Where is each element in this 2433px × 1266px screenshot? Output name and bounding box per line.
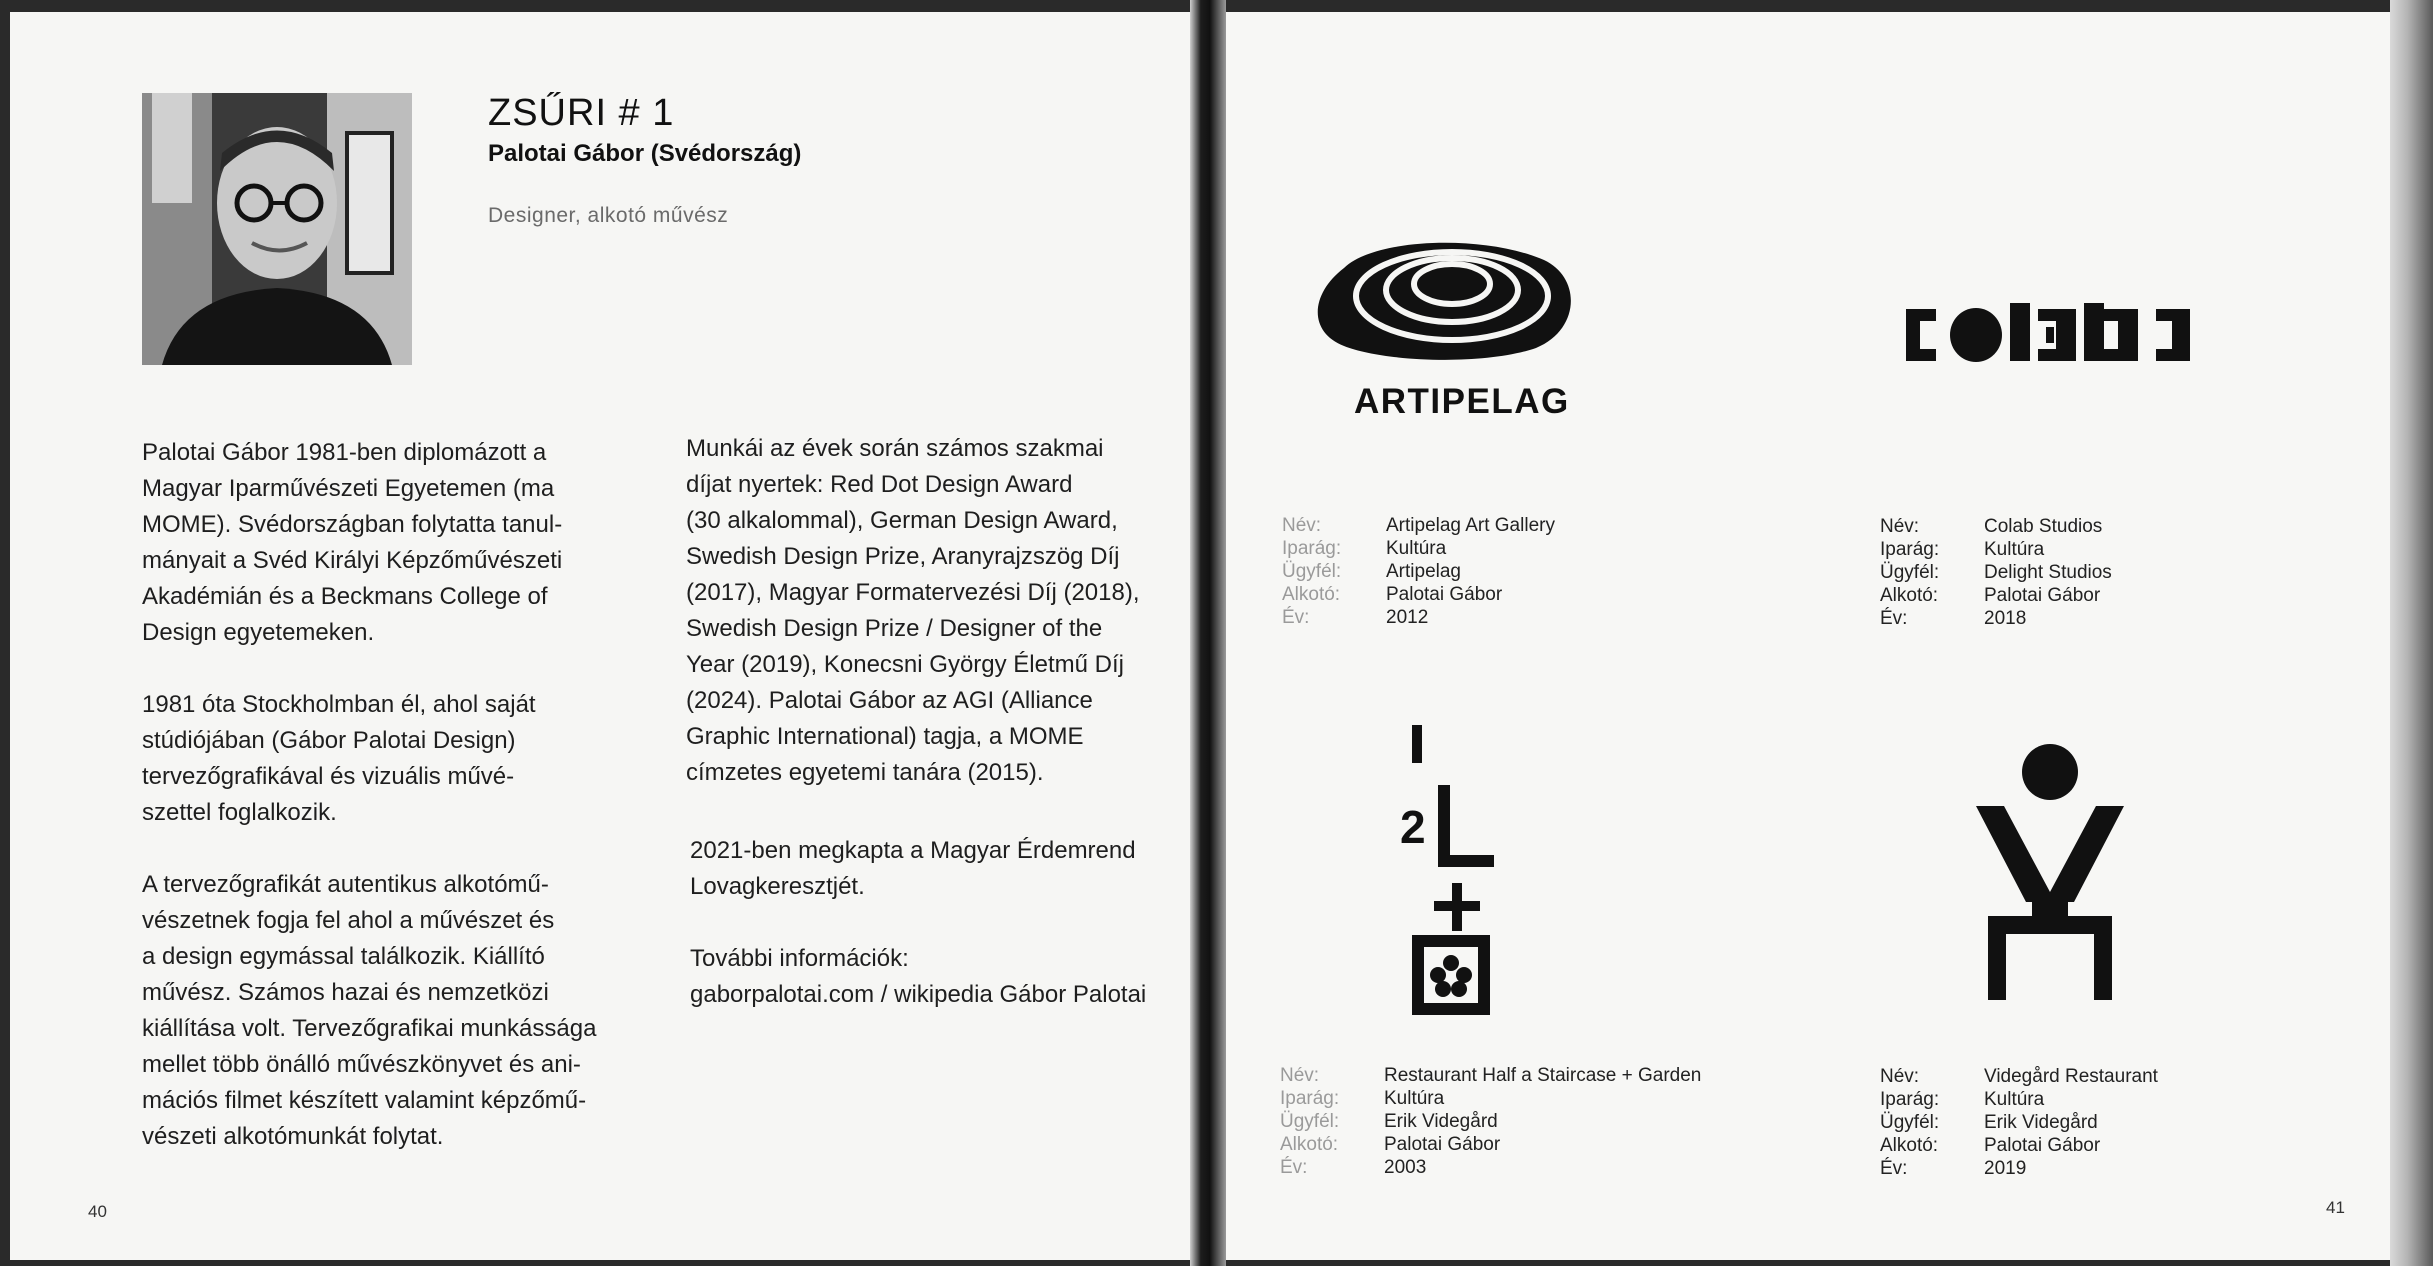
label-year: Év:	[1880, 1158, 1908, 1179]
text-line: címzetes egyetemi tanára (2015).	[686, 759, 1044, 786]
value-client: Artipelag	[1386, 561, 1461, 582]
text-line: További információk:	[690, 945, 909, 972]
value-client: Erik Videgård	[1984, 1112, 2098, 1133]
bio-column-2	[686, 431, 1140, 791]
text-line: A tervezőgrafikát autentikus alkotómű-	[142, 871, 549, 898]
juror-name: Palotai Gábor (Svédország)	[488, 140, 802, 167]
staircase-garden-logo-icon	[1394, 725, 1498, 1015]
label-name: Név:	[1282, 515, 1322, 536]
value-year: 2003	[1384, 1157, 1427, 1178]
value-industry: Kultúra	[1386, 538, 1447, 559]
value-creator: Palotai Gábor	[1984, 1135, 2101, 1156]
text-line	[142, 651, 596, 687]
label-industry: Iparág:	[1280, 1088, 1340, 1109]
text-line: tervezőgrafikával és vizuális művé-	[142, 763, 515, 790]
label-client: Ügyfél:	[1880, 1112, 1940, 1133]
text-line	[142, 831, 596, 867]
project-info-artipelag	[1282, 514, 1555, 629]
page-title: ZSŰRI # 1	[488, 92, 675, 134]
text-line: díjat nyertek: Red Dot Design Award	[686, 471, 1073, 498]
text-line: kiállítása volt. Tervezőgrafikai munkássága	[142, 1015, 597, 1042]
text-line: 2021-ben megkapta a Magyar Érdemrend	[690, 837, 1136, 864]
text-line: mációs filmet készített valamint képzőmű-	[142, 1087, 587, 1114]
bio-column-1	[142, 435, 596, 1155]
label-industry: Iparág:	[1880, 539, 1940, 560]
value-industry: Kultúra	[1984, 539, 2045, 560]
text-line: mellet több önálló művészkönyvet és ani-	[142, 1051, 581, 1078]
label-year: Év:	[1880, 608, 1908, 629]
text-line: (30 alkalommal), German Design Award,	[686, 507, 1118, 534]
text-line: Magyar Iparművészeti Egyetemen (ma	[142, 475, 555, 502]
artipelag-logo-icon	[1314, 238, 1576, 362]
value-creator: Palotai Gábor	[1984, 585, 2101, 606]
project-info-staircase	[1280, 1064, 1701, 1179]
artipelag-wordmark: ARTIPELAG	[1354, 382, 1570, 421]
juror-role: Designer, alkotó művész	[488, 204, 729, 227]
text-line: Munkái az évek során számos szakmai	[686, 435, 1104, 462]
text-line: (2017), Magyar Formatervezési Díj (2018),	[686, 579, 1140, 606]
portrait-image	[142, 93, 412, 365]
text-line: gaborpalotai.com / wikipedia Gábor Palotai	[690, 981, 1147, 1008]
text-line: Year (2019), Konecsni György Életmű Díj	[686, 651, 1124, 678]
text-line: Design egyetemeken.	[142, 619, 375, 646]
text-line: Palotai Gábor 1981-ben diplomázott a	[142, 439, 547, 466]
value-name: Colab Studios	[1984, 516, 2103, 537]
value-industry: Kultúra	[1984, 1089, 2045, 1110]
label-creator: Alkotó:	[1880, 585, 1939, 606]
book-gutter	[1190, 0, 1226, 1266]
text-line: Akadémián és a Beckmans College of	[142, 583, 548, 610]
text-line: mányait a Svéd Királyi Képzőművészeti	[142, 547, 563, 574]
label-name: Név:	[1880, 1066, 1920, 1087]
value-name: Artipelag Art Gallery	[1386, 515, 1555, 536]
label-creator: Alkotó:	[1280, 1134, 1339, 1155]
colab-logo-icon	[1906, 303, 2190, 367]
label-client: Ügyfél:	[1282, 561, 1342, 582]
text-line: szettel foglalkozik.	[142, 799, 337, 826]
value-year: 2018	[1984, 608, 2027, 629]
value-year: 2012	[1386, 607, 1429, 628]
label-year: Év:	[1282, 607, 1310, 628]
text-line: Swedish Design Prize / Designer of the	[686, 615, 1103, 642]
text-line: művész. Számos hazai és nemzetközi	[142, 979, 549, 1006]
label-year: Év:	[1280, 1157, 1308, 1178]
text-line: (2024). Palotai Gábor az AGI (Alliance	[686, 687, 1093, 714]
page-number-left: 40	[88, 1202, 107, 1221]
label-name: Név:	[1880, 516, 1920, 537]
project-info-colab	[1880, 515, 2112, 630]
videgard-logo-icon	[1976, 744, 2124, 1000]
label-industry: Iparág:	[1282, 538, 1342, 559]
value-name: Videgård Restaurant	[1984, 1066, 2158, 1087]
text-line: vészetnek fogja fel ahol a művészet és	[142, 907, 555, 934]
text-line: Swedish Design Prize, Aranyrajzszög Díj	[686, 543, 1120, 570]
bio-column-3	[690, 833, 1146, 1013]
book-edge	[2390, 0, 2433, 1266]
value-creator: Palotai Gábor	[1384, 1134, 1501, 1155]
value-creator: Palotai Gábor	[1386, 584, 1503, 605]
text-line: stúdiójában (Gábor Palotai Design)	[142, 727, 516, 754]
text-line: MOME). Svédországban folytatta tanul-	[142, 511, 563, 538]
juror-portrait	[142, 93, 412, 365]
page-number-right: 41	[2326, 1198, 2345, 1217]
label-creator: Alkotó:	[1282, 584, 1341, 605]
text-line: vészeti alkotómunkát folytat.	[142, 1123, 444, 1150]
staircase-digit: 2	[1400, 801, 1426, 853]
text-line: a design egymással találkozik. Kiállító	[142, 943, 545, 970]
value-client: Erik Videgård	[1384, 1111, 1498, 1132]
text-line	[690, 905, 1146, 941]
label-client: Ügyfél:	[1280, 1111, 1340, 1132]
label-industry: Iparág:	[1880, 1089, 1940, 1110]
value-year: 2019	[1984, 1158, 2027, 1179]
label-name: Név:	[1280, 1065, 1320, 1086]
project-info-videgard	[1880, 1065, 2158, 1180]
label-client: Ügyfél:	[1880, 562, 1940, 583]
text-line: Graphic International) tagja, a MOME	[686, 723, 1084, 750]
label-creator: Alkotó:	[1880, 1135, 1939, 1156]
text-line: Lovagkeresztjét.	[690, 873, 865, 900]
text-line: 1981 óta Stockholmban él, ahol saját	[142, 691, 536, 718]
value-client: Delight Studios	[1984, 562, 2112, 583]
value-industry: Kultúra	[1384, 1088, 1445, 1109]
value-name: Restaurant Half a Staircase + Garden	[1384, 1065, 1702, 1086]
